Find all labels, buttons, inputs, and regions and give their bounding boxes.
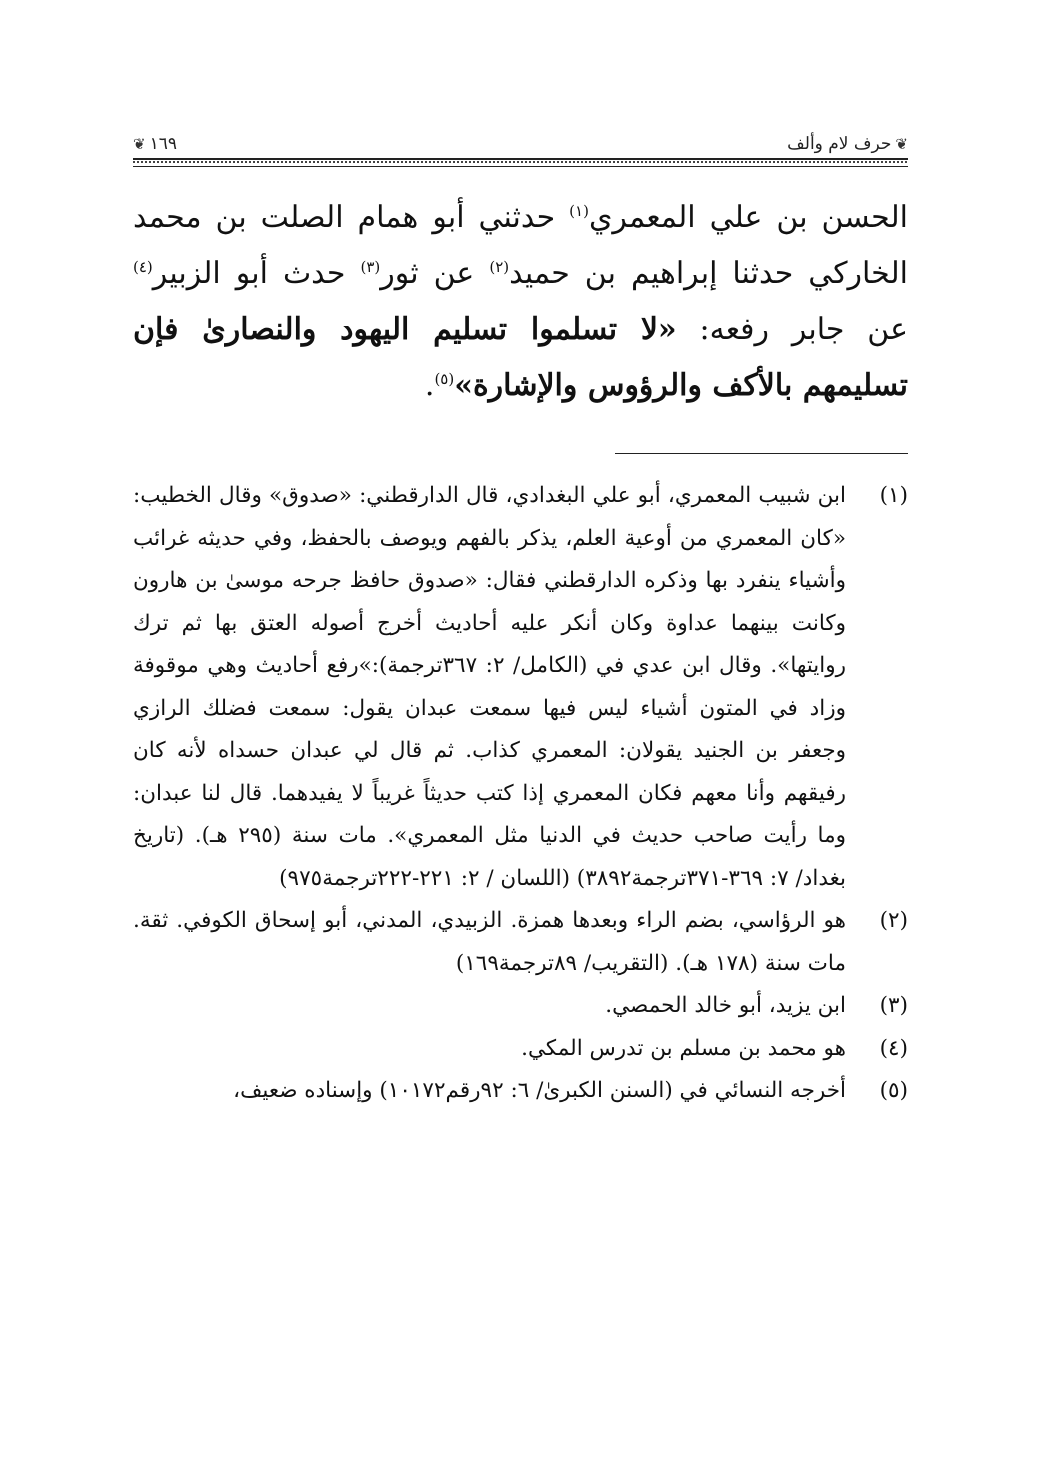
page-header [133, 130, 908, 170]
footnote-divider [615, 453, 908, 454]
footnote-text: ابن شبيب المعمري، أبو علي البغدادي، قال الدارقطني: «صدوق» وقال الخطيب: «كان المعمري من أوعية العلم، يذكر بالفهم ويوصف بالحفظ، وفي حديثه غرائب وأشياء ينفرد بها وذكره الدارقطني فقال: «صدوق حافظ جرحه موسىٰ بن هارون وكانت بينهما عداوة وكان أنكر عليه أحاديث أخرج أصوله العتق بها ثم ترك روايتها». وقال ابن عدي في (الكامل/ ٢: ٣٦٧ترجمة):»رفع أحاديث وهي موقوفة وزاد في المتون أشياء ليس فيها سمعت عبدان يقول: سمعت فضلك الرازي وجعفر بن الجنيد يقولان: المعمري كذاب. ثم قال لي عبدان حسداه لأنه كان رفيقهم وأنا معهم فكان المعمري إذا كتب حديثاً غريباً لا يفيدهما. قال لنا عبدان: وما رأيت صاحب حديث في الدنيا مثل المعمري». مات سنة (٢٩٥ هـ). (تاريخ بغداد/ ٧: ٣٦٩-٣٧١ترجمة٣٨٩٢) (اللسان / ٢: ٢٢١-٢٢٢ترجمة٩٧٥) [133, 483, 846, 891]
footnote-ref-1[interactable]: (١) [569, 202, 589, 220]
footnote-ref-5[interactable]: (٥) [434, 370, 455, 388]
main-text-end: . [424, 368, 435, 403]
running-title [787, 134, 908, 154]
footnote-number: (٤) [879, 1035, 908, 1061]
footnote-text: أخرجه النسائي في (السنن الكبرىٰ/ ٦: ٩٢رقم١٠١٧٢) وإسناده ضعيف، [233, 1078, 846, 1103]
main-text [133, 190, 908, 414]
footnote [133, 1070, 908, 1113]
page-number: ١٦٩ [149, 134, 177, 154]
footnote [133, 900, 908, 985]
footnote-text: ابن يزيد، أبو خالد الحمصي. [605, 993, 846, 1018]
main-text-segment: عن ثور [380, 256, 490, 291]
footnote-text: هو محمد بن مسلم بن تدرس المكي. [521, 1035, 846, 1061]
footnotes [133, 475, 908, 1113]
footnote-text: هو الرؤاسي، بضم الراء وبعدها همزة. الزبيدي، المدني، أبو إسحاق الكوفي. ثقة. مات سنة (١٧٨ هـ). (التقريب/ ٨٩ترجمة١٦٩) [133, 908, 846, 976]
footnote-number: (٢) [879, 908, 908, 933]
hadith-text: «لا تسلموا تسليم اليهود والنصارىٰ فإن تسليمهم بالأكف والرؤوس والإشارة» [133, 312, 908, 403]
footnote [133, 985, 908, 1028]
footnote-number: (٣) [879, 993, 908, 1018]
footnote [133, 1028, 908, 1071]
footnote-number: (١) [879, 483, 908, 508]
ornament-icon: ❦ [895, 135, 908, 153]
main-text-segment: عن جابر رفعه: [699, 312, 908, 347]
footnote-number: (٥) [879, 1078, 908, 1103]
footnote-ref-2[interactable]: (٢) [489, 258, 510, 276]
ornament-icon: ❦ [133, 135, 146, 153]
main-text-segment: حدثني أبو همام الصلت بن محمد الخاركي حدثنا إبراهيم بن حميد [133, 200, 908, 291]
header-rule [133, 158, 908, 167]
footnote [133, 475, 908, 900]
footnote-ref-3[interactable]: (٣) [360, 258, 381, 276]
main-text-segment: حدث أبو الزبير [152, 256, 361, 291]
footnote-ref-4[interactable]: (٤) [133, 258, 153, 276]
page-number-box [133, 134, 177, 154]
chapter-title: حرف لام وألف [787, 134, 892, 154]
main-text-segment: الحسن بن علي المعمري [588, 200, 908, 235]
